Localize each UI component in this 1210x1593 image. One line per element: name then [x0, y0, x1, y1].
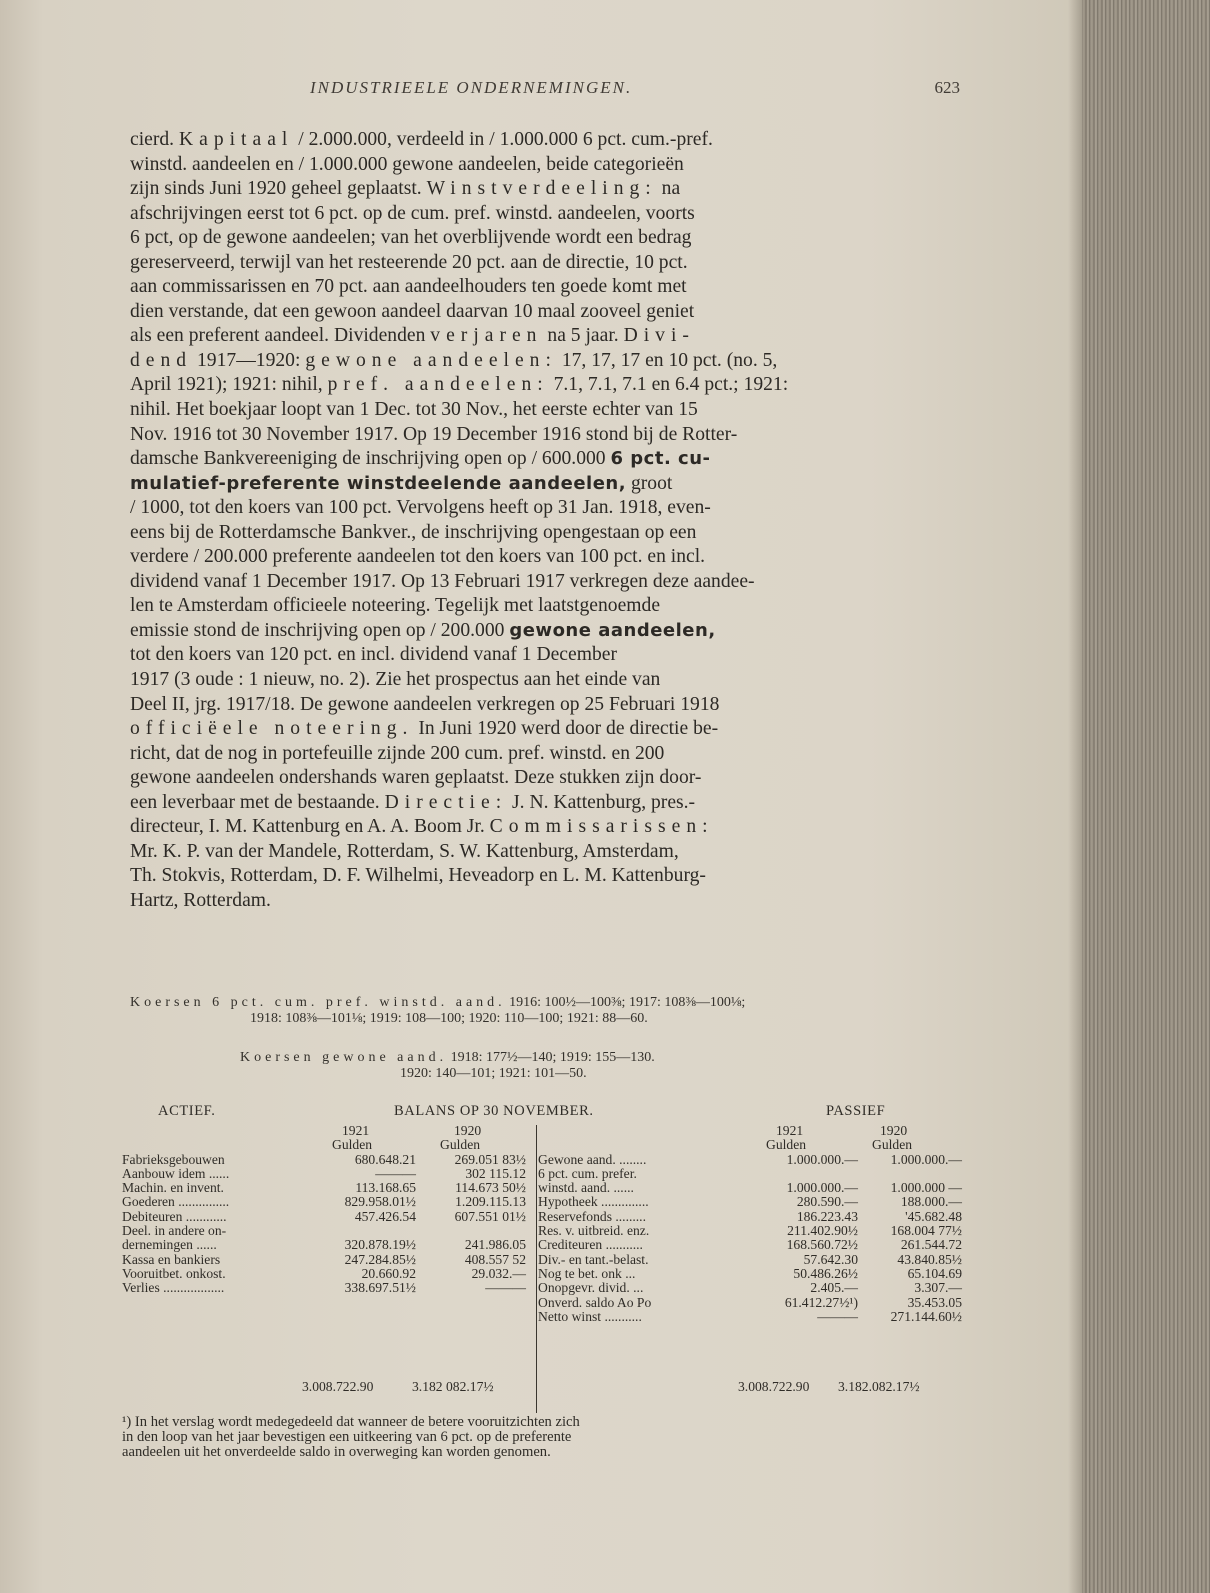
- balance-row: [538, 1152, 962, 1166]
- row-label: Vooruitbet. onkost.: [122, 1265, 226, 1281]
- text-line: damsche Bankvereeniging de inschrijving open op / 600.000 6 pct. cu-: [130, 448, 711, 470]
- unit-row: Gulden Gulden: [332, 1137, 481, 1153]
- year-row: 1921 1920: [342, 1123, 482, 1138]
- text-line: April 1921); 1921: nihil, pref. aandeelen: 7.1, 7.1, 7.1 en 6.4 pct.; 1921:: [130, 374, 789, 396]
- value-1920: 114.673 50½: [455, 1180, 526, 1196]
- text-line: officiëele noteering. In Juni 1920 werd door de directie be-: [130, 718, 719, 740]
- balance-row: [122, 1180, 534, 1194]
- balance-row: [538, 1209, 962, 1223]
- text-line: een leverbaar met de bestaande. Directie: J. N. Kattenburg, pres.-: [130, 791, 696, 813]
- text-line: richt, dat de nog in portefeuille zijnde 200 cum. pref. winstd. en 200: [130, 742, 665, 764]
- text-line: dend 1917—1920: gewone aandeelen: 17, 17, 17 en 10 pct. (no. 5,: [130, 349, 778, 371]
- row-label: Aanbouw idem ......: [122, 1165, 230, 1181]
- balance-row: [122, 1252, 534, 1266]
- balance-row: [122, 1280, 534, 1294]
- actief-side: [122, 1123, 534, 1295]
- balance-row: [538, 1295, 962, 1309]
- column-divider: [536, 1125, 537, 1413]
- text-line: len te Amsterdam officieele noteering. Tegelijk met laatstgenoemde: [130, 595, 661, 617]
- row-label: winstd. aand. ......: [538, 1180, 634, 1196]
- value-1921: 2.405.—: [810, 1280, 858, 1296]
- text-line: gereserveerd, terwijl van het resteerende 20 pct. aan de directie, 10 pct.: [130, 251, 688, 273]
- text-line: 1917 (3 oude : 1 nieuw, no. 2). Zie het prospectus aan het einde van: [130, 669, 661, 691]
- value-1921: 57.642.30: [803, 1251, 858, 1267]
- balance-row: [122, 1166, 534, 1180]
- total-actief-1921: 3.008.722.90: [302, 1379, 374, 1394]
- passief-rows: [538, 1152, 962, 1324]
- unit-row: Gulden Gulden: [766, 1137, 913, 1153]
- text-line: / 1000, tot den koers van 100 pct. Vervolgens heeft op 31 Jan. 1918, even-: [130, 497, 711, 519]
- total-passief-1920: 3.182.082.17½: [838, 1379, 920, 1394]
- text-line: zijn sinds Juni 1920 geheel geplaatst. Winstverdeeling: na: [130, 178, 681, 200]
- row-label: Kassa en bankiers: [122, 1251, 221, 1267]
- row-label: Machin. en invent.: [122, 1180, 224, 1196]
- balance-row: [538, 1252, 962, 1266]
- text-line: Mr. K. P. van der Mandele, Rotterdam, S. W. Kattenburg, Amsterdam,: [130, 840, 679, 862]
- row-label: Fabrieksgebouwen: [122, 1151, 225, 1167]
- actief-heading: ACTIEF.: [158, 1103, 216, 1119]
- book-page-edges: [1082, 0, 1210, 1593]
- text-line: verdere / 200.000 preferente aandeelen tot den koers van 100 pct. en incl.: [130, 546, 706, 568]
- value-1920: 1.209.115.13: [455, 1194, 526, 1210]
- value-1921: 320.878.19½: [344, 1237, 416, 1253]
- value-1921: 168.560.72½: [786, 1237, 858, 1253]
- koersen-gewone: [240, 1050, 1070, 1082]
- balance-row: [538, 1180, 962, 1194]
- text-line: Hartz, Rotterdam.: [130, 889, 271, 911]
- balance-row: [122, 1194, 534, 1208]
- row-label: Gewone aand. ........: [538, 1151, 647, 1167]
- text-line: emissie stond de inschrijving open op / 200.000 gewone aandeelen,: [130, 619, 716, 641]
- value-1921: 211.402.90½: [787, 1223, 858, 1239]
- row-label: dernemingen ......: [122, 1237, 217, 1253]
- text-line: aan commissarissen en 70 pct. aan aandeelhouders ten goede komt met: [130, 276, 687, 298]
- row-label: Goederen ...............: [122, 1194, 230, 1210]
- text-line: cierd. Kapitaal / 2.000.000, verdeeld in / 1.000.000 6 pct. cum.-pref.: [130, 129, 713, 150]
- value-1921: 20.660.92: [361, 1265, 416, 1281]
- value-1921: 113.168.65: [355, 1180, 416, 1196]
- row-label: 6 pct. cum. prefer.: [538, 1165, 637, 1181]
- value-1921: 280.590.—: [796, 1194, 858, 1210]
- body-text: [130, 128, 960, 914]
- value-1921: 1.000.000.—: [786, 1180, 858, 1196]
- value-1920: '45.682.48: [905, 1208, 962, 1224]
- balance-row: [538, 1309, 962, 1323]
- balance-row: [538, 1237, 962, 1251]
- running-head-title: INDUSTRIEELE ONDERNEMINGEN.: [310, 78, 633, 97]
- row-label: Nog te bet. onk ...: [538, 1265, 636, 1281]
- balance-row: [122, 1237, 534, 1251]
- balance-row: [538, 1280, 962, 1294]
- value-1921: ———: [375, 1165, 416, 1181]
- value-1921: 50.486.26½: [793, 1265, 858, 1281]
- text-line: dien verstande, dat een gewoon aandeel daarvan 10 maal zooveel geniet: [130, 300, 695, 322]
- value-1920: 168.004 77½: [890, 1223, 962, 1239]
- text-line: nihil. Het boekjaar loopt van 1 Dec. tot 30 Nov., het eerste echter van 15: [130, 399, 698, 421]
- total-passief-1921: 3.008.722.90: [738, 1379, 810, 1394]
- value-1920: 29.032.—: [471, 1265, 526, 1281]
- actief-rows: [122, 1152, 534, 1295]
- balance-row: [122, 1223, 534, 1237]
- balance-row: [122, 1209, 534, 1223]
- year-row: 1921 1920: [776, 1123, 908, 1138]
- passief-heading: PASSIEF: [826, 1103, 886, 1119]
- koersen-line: 1918: 108⅜—101⅛; 1919: 108—100; 1920: 110—100; 1921: 88—60.: [250, 1011, 648, 1026]
- value-1920: 188.000.—: [900, 1194, 962, 1210]
- koersen-line: Koersen gewone aand. 1918: 177½—140; 1919: 155—130.: [240, 1050, 655, 1065]
- row-label: Verlies ..................: [122, 1280, 225, 1296]
- balance-totals: [122, 1379, 962, 1397]
- page-number: 623: [934, 78, 960, 97]
- footnote-line: ¹) In het verslag wordt medegedeeld dat wanneer de betere vooruitzichten zich: [122, 1414, 580, 1430]
- row-label: Debiteuren ............: [122, 1208, 227, 1224]
- row-label: Hypotheek ..............: [538, 1194, 649, 1210]
- text-line: directeur, I. M. Kattenburg en A. A. Boom Jr. Commissarissen:: [130, 816, 714, 838]
- footnote-line: in den loop van het jaar bevestigen een uitkeering van 6 pct. op de preferente: [122, 1429, 572, 1445]
- value-1920: 302 115.12: [465, 1165, 526, 1181]
- value-1921: 457.426.54: [354, 1208, 416, 1224]
- row-label: Onverd. saldo Ao Po: [538, 1294, 652, 1310]
- value-1921: 829.958.01½: [344, 1194, 416, 1210]
- value-1920: 3.307.—: [914, 1280, 962, 1296]
- footnote-line: aandeelen uit het onverdeelde saldo in overweging kan worden genomen.: [122, 1444, 551, 1460]
- balance-row: [538, 1194, 962, 1208]
- row-label: Reservefonds .........: [538, 1208, 646, 1224]
- koersen-line: Koersen 6 pct. cum. pref. winstd. aand. 1916: 100½—100⅜; 1917: 108⅜—100⅛;: [130, 995, 746, 1010]
- balance-sheet: [122, 1103, 962, 1394]
- value-1921: 186.223.43: [796, 1208, 858, 1224]
- value-1921: 1.000.000.—: [786, 1151, 858, 1167]
- value-1920: 269.051 83½: [454, 1151, 526, 1167]
- text-line: als een preferent aandeel. Dividenden verjaren na 5 jaar. Divi-: [130, 325, 695, 347]
- balance-columns: [122, 1123, 962, 1363]
- value-1920: 1.000.000.—: [890, 1151, 962, 1167]
- total-actief-1920: 3.182 082.17½: [412, 1379, 494, 1394]
- value-1920: 1.000.000 —: [890, 1180, 962, 1196]
- balance-row: [538, 1166, 962, 1180]
- passief-side: [538, 1123, 962, 1323]
- balance-header: [122, 1103, 962, 1123]
- balance-title: BALANS OP 30 NOVEMBER.: [394, 1103, 594, 1119]
- value-1920: 271.144.60½: [890, 1308, 962, 1324]
- text-line: tot den koers van 120 pct. en incl. dividend vanaf 1 December: [130, 644, 617, 666]
- value-1920: 241.986.05: [464, 1237, 526, 1253]
- row-label: Netto winst ...........: [538, 1308, 642, 1324]
- row-label: Onopgevr. divid. ...: [538, 1280, 644, 1296]
- balance-row: [538, 1223, 962, 1237]
- text-line: dividend vanaf 1 December 1917. Op 13 Februari 1917 verkregen deze aandee-: [130, 570, 755, 592]
- value-1920: 65.104.69: [907, 1265, 962, 1281]
- value-1920: 43.840.85½: [897, 1251, 962, 1267]
- footnote: [122, 1415, 957, 1460]
- value-1921: 247.284.85½: [344, 1251, 416, 1267]
- value-1920: 408.557 52: [464, 1251, 526, 1267]
- value-1920: ———: [485, 1280, 526, 1296]
- text-line: 6 pct, op de gewone aandeelen; van het overblijvende wordt een bedrag: [130, 227, 692, 249]
- row-label: Res. v. uitbreid. enz.: [538, 1223, 650, 1239]
- text-line: gewone aandeelen ondershands waren geplaatst. Deze stukken zijn door-: [130, 767, 702, 789]
- text-line: Th. Stokvis, Rotterdam, D. F. Wilhelmi, Heveadorp en L. M. Kattenburg-: [130, 865, 706, 887]
- balance-row: [122, 1152, 534, 1166]
- value-1921: ———: [817, 1308, 858, 1324]
- value-1920: 35.453.05: [907, 1294, 962, 1310]
- balance-row: [122, 1266, 534, 1280]
- koersen-line: 1920: 140—101; 1921: 101—50.: [400, 1066, 587, 1081]
- text-line: Deel II, jrg. 1917/18. De gewone aandeelen verkregen op 25 Februari 1918: [130, 693, 720, 715]
- balance-row: [538, 1266, 962, 1280]
- text-line: mulatief-preferente winstdeelende aandeelen, groot: [130, 472, 673, 494]
- row-label: Deel. in andere on-: [122, 1223, 227, 1239]
- text-line: winstd. aandeelen en / 1.000.000 gewone aandeelen, beide categorieën: [130, 153, 684, 175]
- row-label: Div.- en tant.-belast.: [538, 1251, 649, 1267]
- value-1920: 261.544.72: [900, 1237, 962, 1253]
- text-line: eens bij de Rotterdamsche Bankver., de inschrijving opengestaan op een: [130, 521, 697, 543]
- value-1921: 61.412.27½¹): [784, 1294, 858, 1310]
- koersen-pref: [130, 995, 960, 1027]
- text-line: afschrijvingen eerst tot 6 pct. op de cum. pref. winstd. aandeelen, voorts: [130, 202, 695, 224]
- value-1921: 680.648.21: [354, 1151, 416, 1167]
- value-1921: 338.697.51½: [344, 1280, 416, 1296]
- row-label: Crediteuren ...........: [538, 1237, 643, 1253]
- value-1920: 607.551 01½: [454, 1208, 526, 1224]
- text-line: Nov. 1916 tot 30 November 1917. Op 19 December 1916 stond bij de Rotter-: [130, 423, 738, 445]
